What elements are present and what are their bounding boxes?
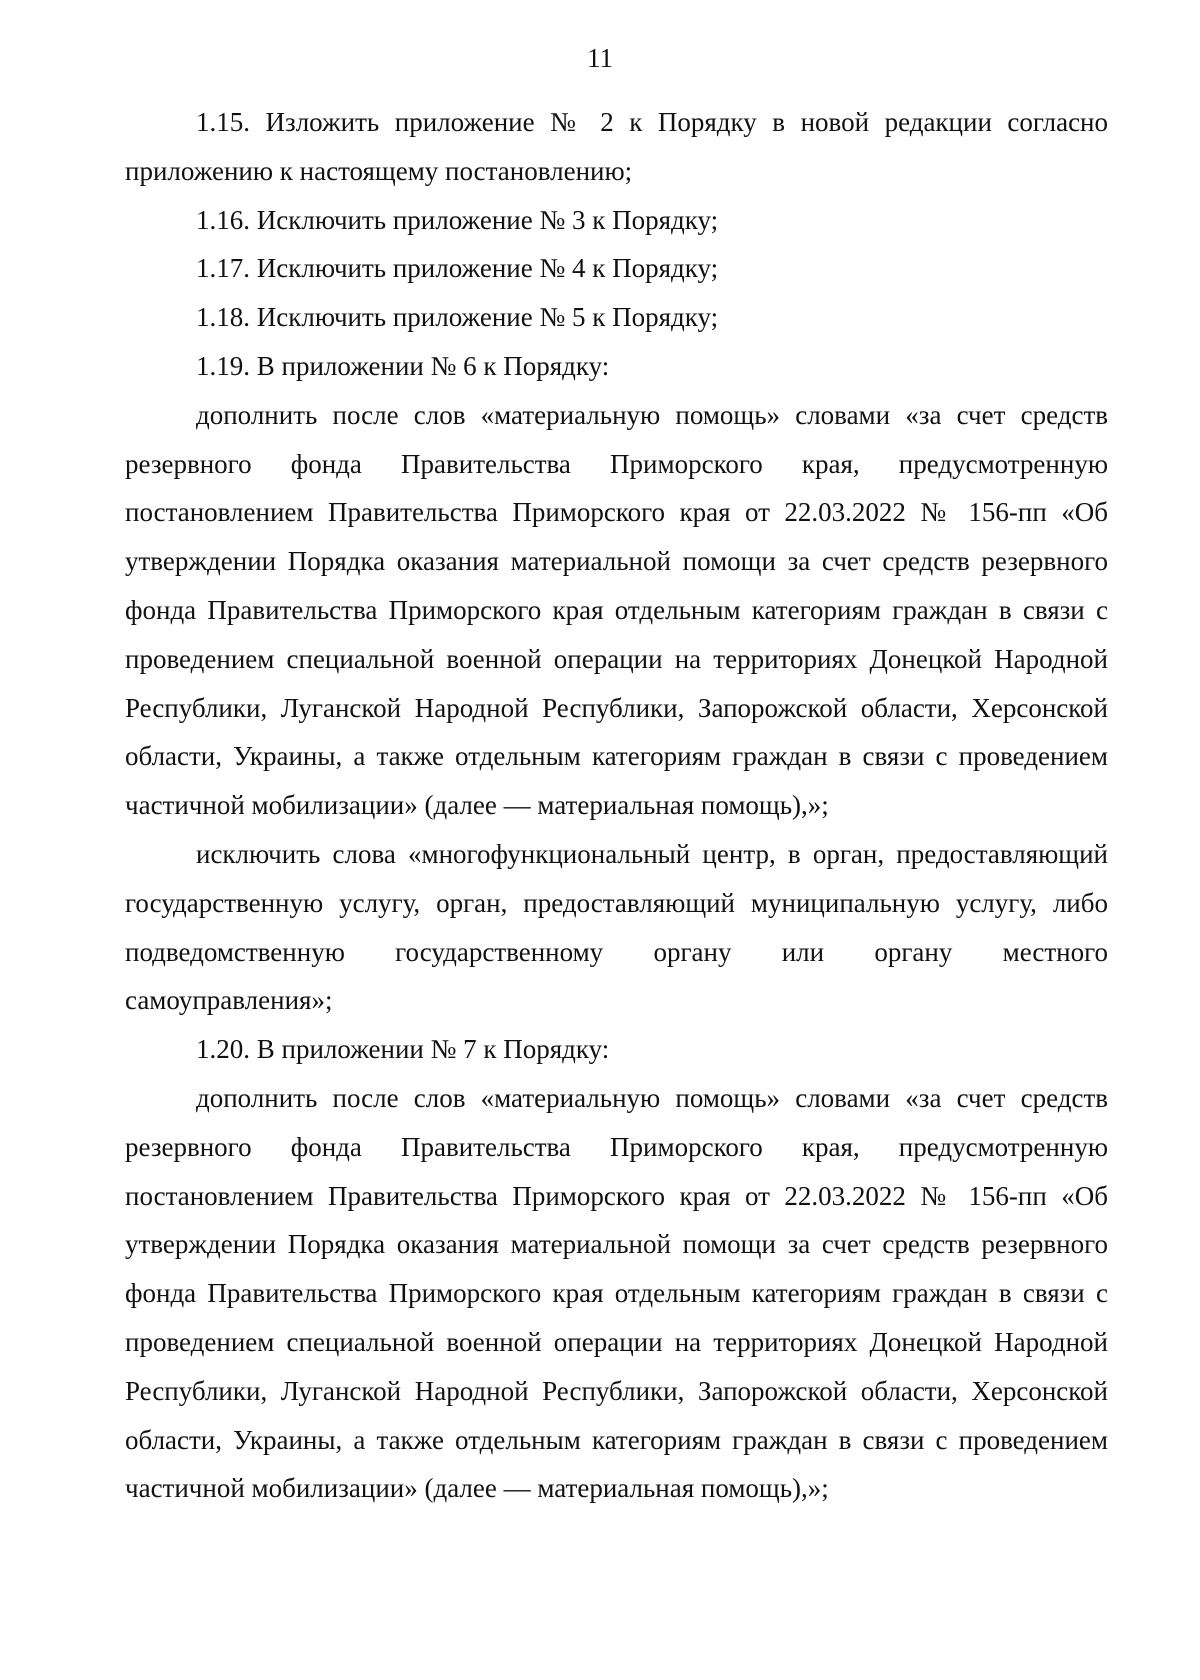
paragraph-1-20: 1.20. В приложении № 7 к Порядку: bbox=[196, 1034, 610, 1065]
paragraph-1-19: 1.19. В приложении № 6 к Порядку: bbox=[196, 350, 610, 381]
paragraph-1-16: 1.16. Исключить приложение № 3 к Порядку; bbox=[196, 204, 719, 235]
paragraph-appendix-6-exclusion: исключить слова «многофункциональный центр, в орган, предоставляющий государственную услугу, орган, предоставляющий муниципальную услугу, либо подведомственную государственному органу или органу местного самоуправления»; bbox=[125, 838, 1108, 1016]
paragraph-1-15: 1.15. Изложить приложение № 2 к Порядку в новой редакции согласно приложению к настоящему постановлению; bbox=[125, 107, 1108, 186]
paragraph-appendix-6-addition: дополнить после слов «материальную помощь» словами «за счет средств резервного фонда Правительства Приморского края, предусмотренную постановлением Правительства Приморского края от 22.03.2022 № 156-пп «Об утверждении Порядка оказания материальной помощи за счет средств резервного фонда Правительства Приморского края отдельным категориям граждан в связи с проведением специальной военной операции на территориях Донецкой Народной Республики, Луганской Народной Республики, Запорожской области, Херсонской области, Украины, а также отдельным категориям граждан в связи с проведением частичной мобилизации» (далее — материальная помощь),»; bbox=[125, 399, 1108, 821]
paragraph-1-18: 1.18. Исключить приложение № 5 к Порядку; bbox=[196, 302, 719, 333]
paragraph-appendix-7-addition: дополнить после слов «материальную помощь» словами «за счет средств резервного фонда Правительства Приморского края, предусмотренную постановлением Правительства Приморского края от 22.03.2022 № 156-пп «Об утверждении Порядка оказания материальной помощи за счет средств резервного фонда Правительства Приморского края отдельным категориям граждан в связи с проведением специальной военной операции на территориях Донецкой Народной Республики, Луганской Народной Республики, Запорожской области, Херсонской области, Украины, а также отдельным категориям граждан в связи с проведением частичной мобилизации» (далее — материальная помощь),»; bbox=[125, 1082, 1108, 1504]
paragraph-1-17: 1.17. Исключить приложение № 4 к Порядку; bbox=[196, 253, 719, 284]
document-body bbox=[125, 98, 1108, 1513]
page-number: 11 bbox=[587, 43, 613, 73]
